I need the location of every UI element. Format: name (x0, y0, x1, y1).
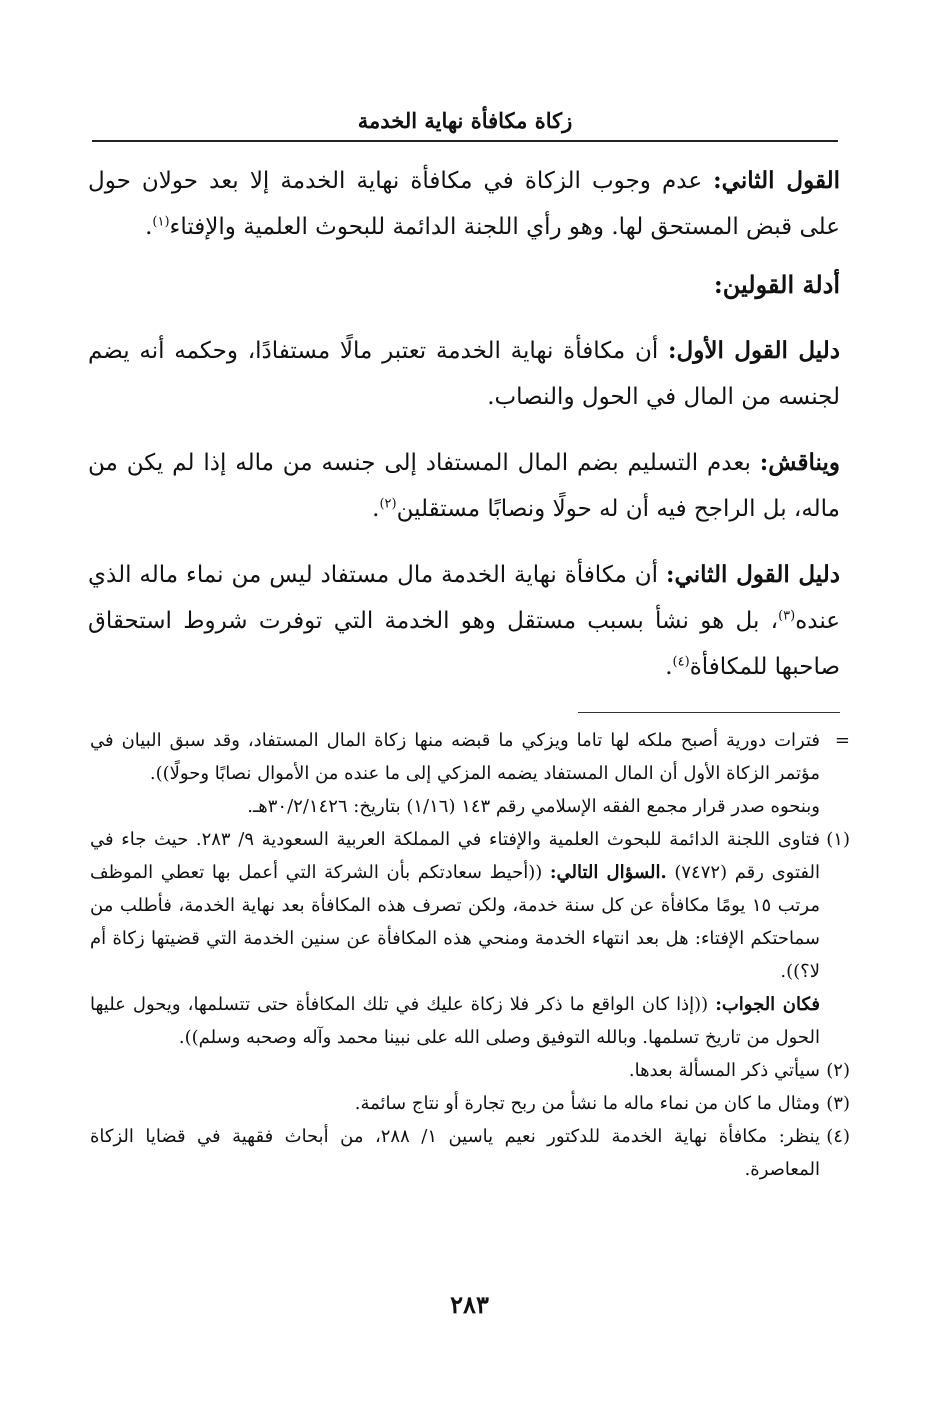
footnote-1-text-b: ((أحيط سعادتكم بأن الشركة التي أعمل بها تعطي الموظف مرتب ١٥ يومًا مكافأة عن كل سنة خدمة، ولكن تصرف هذه المكافأة بعد نهاية الخدمة، فأطلب من سماحتكم الإفتاء: هل بعد انتهاء الخدمة ومنحي هذه المكافأة عن سنين الخدمة التي قضيتها زكاة أم لا؟)). (90, 862, 820, 982)
page-number: ٢٨٣ (450, 1290, 489, 1319)
footnote-1-answer (90, 988, 820, 1054)
text-discussion: بعدم التسليم بضم المال المستفاد إلى جنسه من ماله إذا لم يكن من ماله، بل الراجح فيه أن له حولًا ونصابًا مستقلين (88, 450, 840, 522)
footnote-1-question-label: .السؤال التالي: (549, 862, 667, 883)
footnote-1-text-c: ((إذا كان الواقع ما ذكر فلا زكاة عليك في تلك المكافأة حتى تتسلمها، ويحول عليها الحول من تاريخ تسلمها. وبالله التوفيق وصلى الله على نبينا محمد وآله وصحبه وسلم)). (90, 994, 820, 1048)
footnote-1-question (90, 823, 820, 988)
footnote-mark-2: (٢) (826, 1060, 850, 1081)
footnote-4-text: ينظر: مكافأة نهاية الخدمة للدكتور نعيم ياسين ١/ ٢٨٨، من أبحاث فقهية في قضايا الزكاة المعاصرة. (90, 1126, 820, 1180)
footnote-continuation-text: فترات دورية أصبح ملكه لها تاما ويزكي ما قبضه منها زكاة المال المستفاد، وقد سبق البيان في مؤتمر الزكاة الأول أن المال المستفاد يضمه المزكي إلى ما عنده من الأموال نصابًا وحولًا)). (90, 730, 820, 784)
footnote-1-text-a: فتاوى اللجنة الدائمة للبحوث العلمية والإفتاء في المملكة العربية السعودية ٩/ ٢٨٣. حيث جاء في الفتوى رقم (٧٤٧٢) (90, 829, 821, 883)
text-second-opinion: عدم وجوب الزكاة في مكافأة نهاية الخدمة إلا بعد حولان حول على قبض المستحق لها. وهو رأي اللجنة الدائمة للبحوث العلمية والإفتاء (88, 168, 840, 240)
label-evidence-second: دليل القول الثاني: (666, 561, 840, 588)
footnote-ref-3[interactable]: (٣) (778, 608, 796, 624)
paragraph-discussion (88, 440, 840, 532)
text-evidence-second-a: أن مكافأة نهاية الخدمة مال مستفاد ليس من نماء ماله الذي عنده (88, 562, 840, 634)
footnote-4 (90, 1120, 850, 1186)
footnotes (90, 724, 850, 1186)
text-evidence-second-b: ، بل هو نشأ بسبب مستقل وهو الخدمة التي توفرت شروط استحقاق صاحبها للمكافأة (88, 608, 840, 680)
footnote-separator (578, 712, 840, 713)
paragraph-second-opinion (88, 158, 840, 250)
label-evidence-first: دليل القول الأول: (668, 337, 840, 364)
running-header: زكاة مكافأة نهاية الخدمة (357, 108, 573, 133)
main-text (88, 158, 840, 710)
footnote-ref-1[interactable]: (١) (152, 214, 170, 230)
footnote-1-answer-label: فكان الجواب: (715, 994, 820, 1015)
footnote-2 (90, 1054, 850, 1087)
footnote-continuation-decision: وبنحوه صدر قرار مجمع الفقه الإسلامي رقم ١٤٣ (١/١٦) بتاريخ: ٣٠/٢/١٤٢٦هـ. (247, 796, 820, 817)
footnote-3-text: ومثال ما كان من نماء ماله ما نشأ من ربح تجارة أو نتاج سائمة. (354, 1093, 820, 1114)
footnote-continuation (90, 724, 850, 823)
footnote-mark-3: (٣) (826, 1093, 850, 1114)
footnote-ref-2[interactable]: (٢) (379, 496, 397, 512)
label-discussion: ويناقش: (759, 449, 840, 476)
period: . (372, 496, 380, 522)
footnote-mark-4: (٤) (826, 1126, 850, 1147)
footnote-mark-1: (١) (826, 829, 850, 850)
paragraph-evidence-first (88, 328, 840, 420)
header-rule (92, 140, 838, 142)
period: . (665, 654, 673, 680)
footnote-1 (90, 823, 850, 1054)
label-second-opinion: القول الثاني: (713, 167, 840, 194)
period: . (145, 214, 153, 240)
text-evidence-first: أن مكافأة نهاية الخدمة تعتبر مالًا مستفادًا، وحكمه أنه يضم لجنسه من المال في الحول والنصاب. (88, 338, 840, 410)
footnote-3 (90, 1087, 850, 1120)
footnote-2-text: سيأتي ذكر المسألة بعدها. (628, 1060, 820, 1081)
paragraph-evidence-second (88, 552, 840, 690)
footnote-ref-4[interactable]: (٤) (672, 654, 690, 670)
section-heading: أدلة القولين: (713, 270, 840, 299)
continuation-mark: = (834, 730, 850, 751)
